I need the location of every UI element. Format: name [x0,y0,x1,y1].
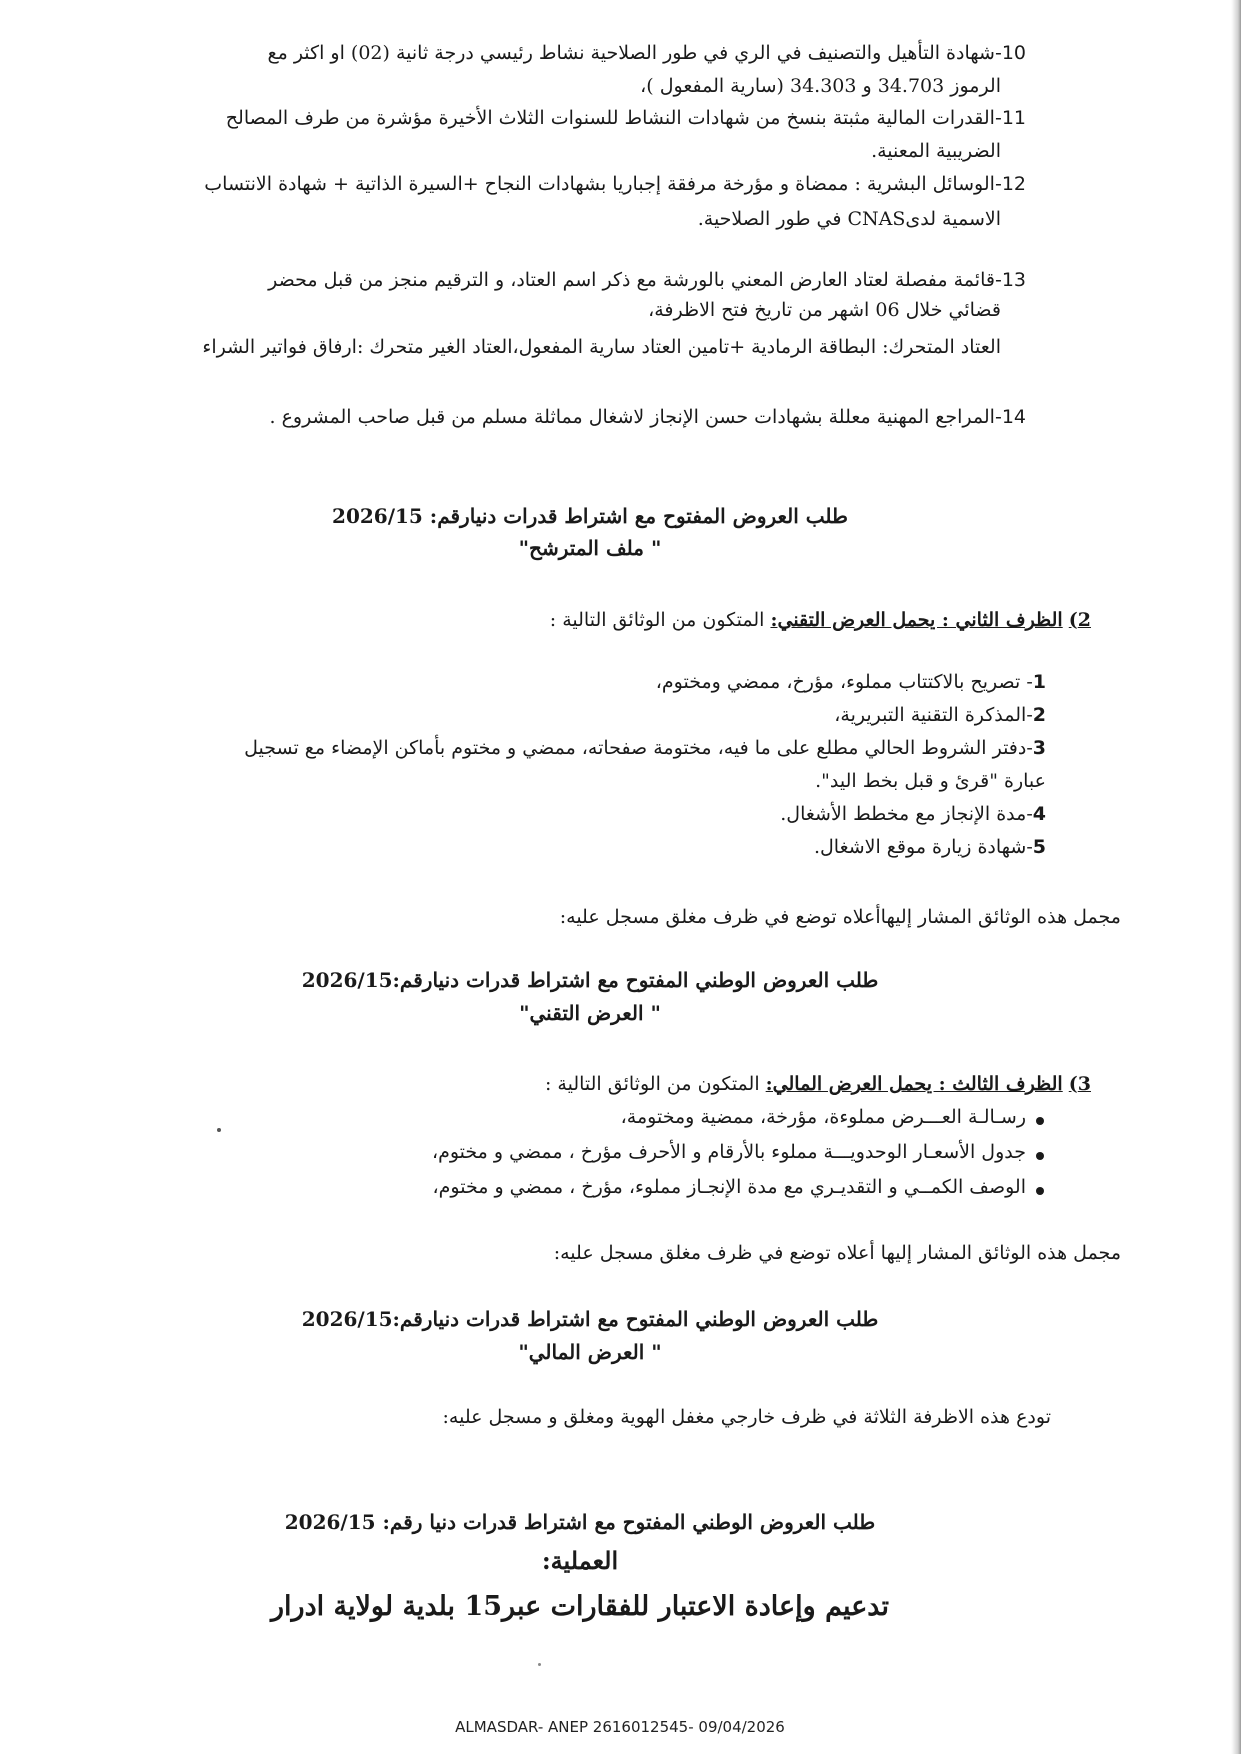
item-number: 14- [994,406,1026,428]
item-14-line1 [269,405,1026,429]
item-10-line1 [267,41,1026,65]
item-number: 2 [1032,704,1046,726]
item-text: -المذكرة التقنية التبريرية، [834,704,1033,726]
item-number: 11- [994,107,1026,129]
item-text: - تصريح بالاكتتاب مملوء، مؤرخ، ممضي ومختوم، [655,671,1033,693]
item-11-line1 [226,106,1026,130]
item-13-line2: قضائي خلال 06 اشهر من تاريخ فتح الاظرفة، [648,299,1001,321]
envelope2-title: الظرف الثاني : يحمل العرض التقني: [770,609,1063,631]
item-11-line2: الضريبية المعنية. [871,140,1001,162]
envelope3-rest: المتكون من الوثائق التالية : [544,1073,766,1095]
operation-title: تدعيم وإعادة الاعتبار للفقارات عبر15 بلدية لولاية ادرار [270,1591,889,1622]
envelope3-heading [545,1072,1091,1096]
technical-header-line2: " العرض التقني" [519,1001,661,1025]
list-item [834,703,1046,727]
operation-label: العملية: [541,1546,619,1575]
outer-envelope-instruction: تودع هذه الاظرفة الثلاثة في ظرف خارجي مغفل الهوية ومغلق و مسجل عليه: [442,1406,1051,1428]
item-12-line2: الاسمية لدىCNAS في طور الصلاحية. [697,208,1001,230]
item-number: 4 [1032,803,1046,825]
envelope3-closing: مجمل هذه الوثائق المشار إليها أعلاه توضع في ظرف مغلق مسجل عليه: [553,1242,1121,1264]
list-item [814,835,1046,859]
envelope2-closing: مجمل هذه الوثائق المشار إليهاأعلاه توضع في ظرف مغلق مسجل عليه: [559,906,1121,928]
item-text: القدرات المالية مثبتة بنسخ من شهادات النشاط للسنوات الثلاث الأخيرة مؤشرة من طرف المصالح [225,107,995,129]
scan-edge [1231,0,1241,1754]
bullet-icon [1036,1117,1044,1125]
item-number: 12- [994,173,1026,195]
item-text: شهادة التأهيل والتصنيف في الري في طور الصلاحية نشاط رئيسي درجة ثانية (02) او اكثر مع [267,42,995,64]
item-13-line3: العتاد المتحرك: البطاقة الرمادية +تامين العتاد سارية المفعول،العتاد الغير متحرك :ارفاق فواتير الشراء [202,336,1001,358]
candidate-header-line1: طلب العروض المفتوح مع اشتراط قدرات دنيارقم: 2026/15 [332,504,848,528]
candidate-header-line2: " ملف المترشح" [518,536,662,560]
envelope2-rest: المتكون من الوثائق التالية : [549,609,771,631]
item-number: 3 [1032,737,1046,759]
item-text: -دفتر الشروط الحالي مطلع على ما فيه، مختومة صفحاته، ممضي و مختوم بأماكن الإمضاء مع تسجيل [244,737,1033,759]
item-text: -شهادة زيارة موقع الاشغال. [813,836,1033,858]
item-number: 10- [994,42,1026,64]
scan-speck [538,1663,541,1666]
list-item: الوصف الكمــي و التقديـري مع مدة الإنجـاز مملوء، مؤرخ ، ممضي و مختوم، [432,1176,1026,1198]
list-item: جدول الأسعـار الوحدويـــة مملوء بالأرقام و الأحرف مؤرخ ، ممضي و مختوم، [431,1141,1026,1163]
item-12-line1 [204,172,1026,196]
item-number: 1 [1032,671,1046,693]
financial-header-line2: " العرض المالي" [518,1340,662,1364]
bullet-icon [1036,1152,1044,1160]
envelope3-number: 3) [1068,1073,1091,1095]
item-text: الوسائل البشرية : ممضاة و مؤرخة مرفقة إجباريا بشهادات النجاح +السيرة الذاتية + شهادة الانتساب [204,173,995,195]
financial-header-line1: طلب العروض الوطني المفتوح مع اشتراط قدرات دنيارقم:2026/15 [301,1307,879,1331]
envelope2-number: 2) [1068,609,1091,631]
item-text: قائمة مفصلة لعتاد العارض المعني بالورشة مع ذكر اسم العتاد، و الترقيم منجز من قبل محضر [268,269,995,291]
item-number: 13- [994,269,1026,291]
scan-speck [217,1128,221,1132]
list-item [656,670,1046,694]
envelope3-title: الظرف الثالث : يحمل العرض المالي: [765,1073,1063,1095]
envelope2-heading [550,608,1091,632]
list-item-continuation: عبارة "قرئ و قبل بخط اليد". [815,770,1046,792]
item-text: -مدة الإنجاز مع مخطط الأشغال. [780,803,1033,825]
outer-header-line1: طلب العروض الوطني المفتوح مع اشتراط قدرات دنيا رقم: 2026/15 [284,1510,876,1534]
bullet-icon [1036,1187,1044,1195]
technical-header-line1: طلب العروض الوطني المفتوح مع اشتراط قدرات دنيارقم:2026/15 [301,968,879,992]
list-item: رسـالـة العـــرض مملوءة، مؤرخة، ممضية ومختومة، [620,1106,1026,1128]
list-item [780,802,1046,826]
list-item [244,736,1046,760]
item-10-line2: الرموز 34.703 و 34.303 (سارية المفعول )، [640,75,1001,97]
item-text: المراجع المهنية معللة بشهادات حسن الإنجاز لاشغال مماثلة مسلم من قبل صاحب المشروع . [269,406,995,428]
item-number: 5 [1032,836,1046,858]
item-13-line1 [268,268,1026,292]
publication-footer: ALMASDAR- ANEP 2616012545- 09/04/2026 [455,1718,785,1736]
